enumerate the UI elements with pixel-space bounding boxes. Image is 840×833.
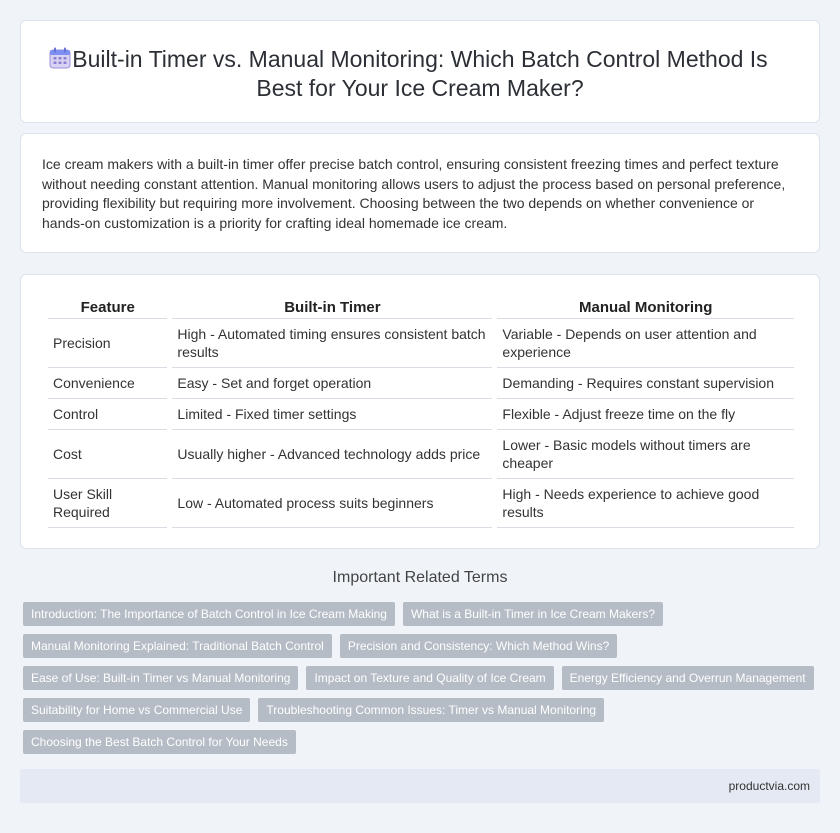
related-term-tag[interactable]: Troubleshooting Common Issues: Timer vs Manual Monitoring xyxy=(258,698,604,722)
comparison-table-card xyxy=(20,274,820,549)
comparison-table xyxy=(43,295,799,528)
related-term-tag[interactable]: Energy Efficiency and Overrun Management xyxy=(562,666,814,690)
title-card xyxy=(20,20,820,123)
cell-manual: High - Needs experience to achieve good results xyxy=(497,479,794,528)
cell-manual: Variable - Depends on user attention and experience xyxy=(497,319,794,368)
intro-paragraph: Ice cream makers with a built-in timer offer precise batch control, ensuring consistent freezing times and perfect texture without needing constant attention. Manual monitoring allows users to adjust the process based on personal preference, providing flexibility but requiring more involvement. Choosing between the two depends on whether convenience or hands-on customization is a priority for crafting ideal homemade ice cream. xyxy=(42,156,786,231)
related-term-tag[interactable]: Precision and Consistency: Which Method Wins? xyxy=(340,634,617,658)
related-term-tag[interactable]: What is a Built-in Timer in Ice Cream Makers? xyxy=(403,602,663,626)
cell-feature: Control xyxy=(48,399,167,430)
cell-manual: Flexible - Adjust freeze time on the fly xyxy=(497,399,794,430)
related-term-tag[interactable]: Introduction: The Importance of Batch Control in Ice Cream Making xyxy=(23,602,395,626)
intro-card xyxy=(20,133,820,253)
related-term-tag[interactable]: Manual Monitoring Explained: Traditional Batch Control xyxy=(23,634,332,658)
cell-feature: User Skill Required xyxy=(48,479,167,528)
table-row xyxy=(48,399,794,430)
table-row xyxy=(48,479,794,528)
related-term-tag[interactable]: Ease of Use: Built-in Timer vs Manual Monitoring xyxy=(23,666,298,690)
cell-timer: High - Automated timing ensures consistent batch results xyxy=(172,319,492,368)
header-built-in-timer: Built-in Timer xyxy=(172,295,492,319)
table-row xyxy=(48,319,794,368)
footer xyxy=(20,769,820,803)
cell-timer: Easy - Set and forget operation xyxy=(172,368,492,399)
related-term-tag[interactable]: Choosing the Best Batch Control for Your Needs xyxy=(23,730,296,754)
header-manual-monitoring: Manual Monitoring xyxy=(497,295,794,319)
related-terms-title: Important Related Terms xyxy=(332,569,508,586)
related-term-tag[interactable]: Impact on Texture and Quality of Ice Cream xyxy=(306,666,553,690)
cell-feature: Cost xyxy=(48,430,167,479)
cell-timer: Limited - Fixed timer settings xyxy=(172,399,492,430)
cell-feature: Precision xyxy=(48,319,167,368)
header-feature: Feature xyxy=(48,295,167,319)
table-row xyxy=(48,368,794,399)
cell-timer: Usually higher - Advanced technology adds price xyxy=(172,430,492,479)
cell-feature: Convenience xyxy=(48,368,167,399)
cell-timer: Low - Automated process suits beginners xyxy=(172,479,492,528)
related-terms-list xyxy=(23,602,823,762)
related-term-tag[interactable]: Suitability for Home vs Commercial Use xyxy=(23,698,250,722)
site-link[interactable]: productvia.com xyxy=(728,779,810,793)
cell-manual: Lower - Basic models without timers are cheaper xyxy=(497,430,794,479)
cell-manual: Demanding - Requires constant supervision xyxy=(497,368,794,399)
page-title: Built-in Timer vs. Manual Monitoring: Which Batch Control Method Is Best for Your Ice Cream Maker? xyxy=(72,46,768,101)
table-header-row xyxy=(48,295,794,319)
table-row xyxy=(48,430,794,479)
